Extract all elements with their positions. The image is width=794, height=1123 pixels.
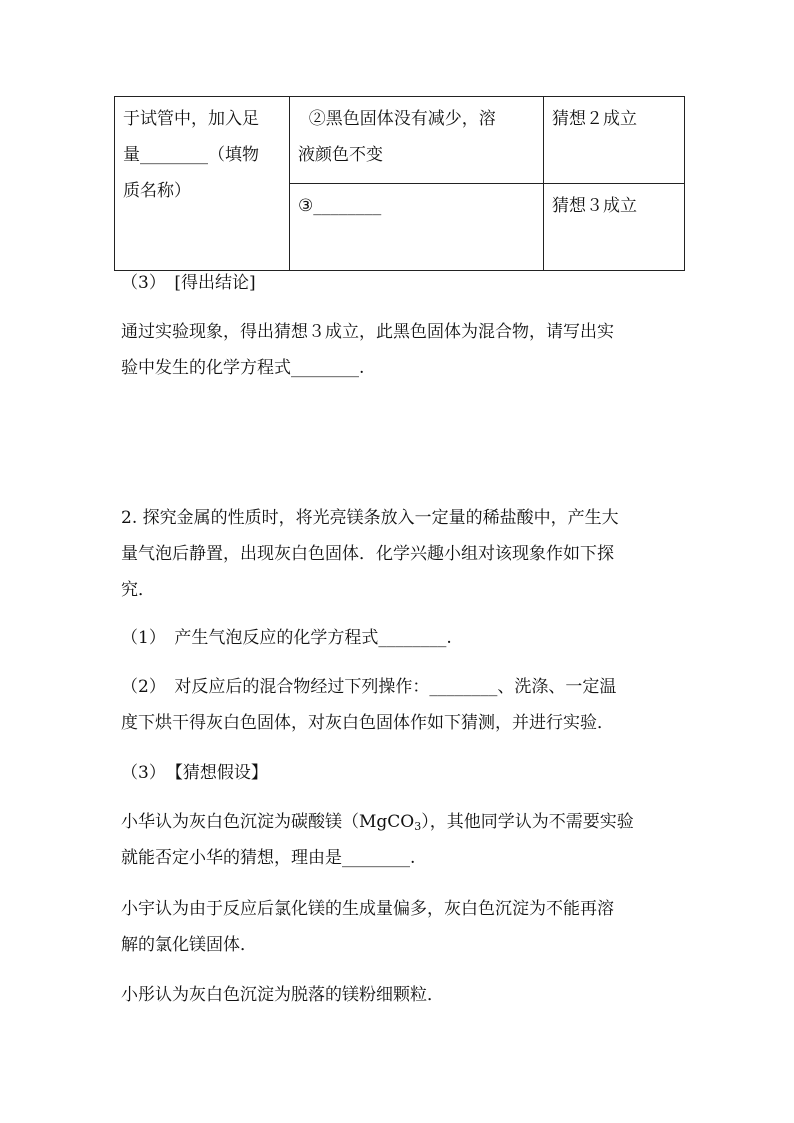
paragraph-line [121,804,681,840]
paragraph-line: 量气泡后静置，出现灰白色固体．化学兴趣小组对该现象作如下探 [121,544,614,564]
paragraph-line: 验中发生的化学方程式________. [121,358,365,378]
heading-text: （3） [得出结论] [121,273,256,293]
section-3-heading [121,265,681,301]
conclusion-paragraph [121,314,681,386]
xiaotong-paragraph [121,977,681,1013]
question-2-part-1 [121,620,681,656]
method-line: 于试管中，加入足 [123,109,259,129]
phenomenon-line: 液颜色不变 [298,145,383,165]
question-2-part-2 [121,669,681,741]
conclusion-cell [544,184,685,271]
paragraph-line: （1） 产生气泡反应的化学方程式________. [121,628,452,648]
paragraph-line: 小宇认为由于反应后氯化镁的生成量偏多，灰白色沉淀为不能再溶 [121,899,614,919]
paragraph-line: （2） 对反应后的混合物经过下列操作：________、洗涤、一定温 [121,677,617,697]
phenomenon-line: ③________ [298,196,382,216]
subscript-3: 3 [414,820,422,833]
conclusion-cell [544,97,685,184]
paragraph-line: 度下烘干得灰白色固体，对灰白色固体作如下猜测，并进行实验． [121,713,614,733]
paragraph-line: 解的氯化镁固体． [121,935,257,955]
heading-text: （3） 【猜想假设】 [121,763,268,783]
text-fragment: 小华认为灰白色沉淀为碳酸镁（MgCO [121,812,415,832]
table-row [115,97,685,184]
xiaohua-paragraph [121,804,681,876]
phenomenon-line: ②黑色固体没有减少，溶 [298,109,496,129]
xiaoyu-paragraph [121,891,681,963]
paragraph-line: 通过实验现象，得出猜想３成立，此黑色固体为混合物，请写出实 [121,322,614,342]
phenomenon-cell [290,184,544,271]
method-line: 质名称） [123,181,191,201]
method-line: 量________（填物 [123,145,259,165]
paragraph-line: 小彤认为灰白色沉淀为脱落的镁粉细颗粒． [121,985,444,1005]
text-fragment: ），其他同学认为不需要实验 [421,812,634,832]
paragraph-line: 究． [121,580,155,600]
experiment-table [114,96,685,271]
method-cell [115,97,290,271]
question-2-part-3-heading [121,755,681,791]
conclusion-text: 猜想２成立 [552,109,637,129]
conclusion-text: 猜想３成立 [552,196,637,216]
paragraph-line: 就能否定小华的猜想，理由是________. [121,848,416,868]
phenomenon-cell [290,97,544,184]
paragraph-line: 2. 探究金属的性质时，将光亮镁条放入一定量的稀盐酸中，产生大 [121,508,619,528]
question-2-intro [121,500,681,608]
